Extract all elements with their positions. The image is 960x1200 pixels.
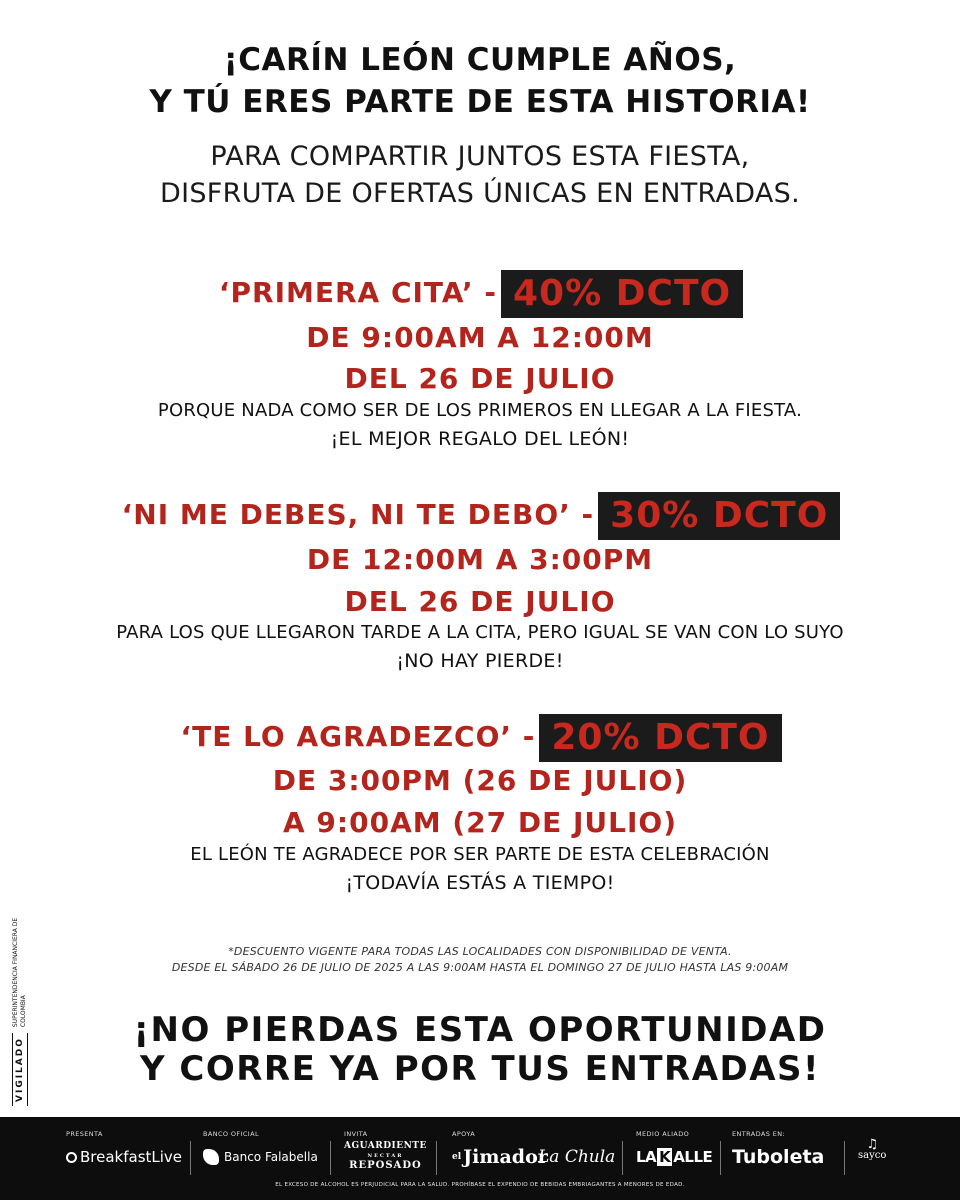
offer-name: ‘NI ME DEBES, NI TE DEBO’ - <box>121 498 595 531</box>
sponsor-caption: MEDIO ALIADO <box>636 1130 690 1138</box>
offer-tagline: ¡NO HAY PIERDE! <box>396 650 564 672</box>
offer-primera-cita <box>0 272 960 316</box>
jimador-text: Jimador <box>463 1146 548 1168</box>
sayco-logo <box>858 1139 886 1179</box>
vigilado-label <box>4 906 36 1106</box>
footer-divider <box>844 1141 845 1175</box>
breakfastlive-ring-icon <box>66 1152 77 1163</box>
la-chula-text: La Chula <box>538 1147 616 1167</box>
lakalle-text-2: K <box>659 1148 671 1166</box>
offer-name: ‘TE LO AGRADEZCO’ - <box>180 720 536 753</box>
headline-line-2: Y TÚ ERES PARTE DE ESTA HISTORIA! <box>149 84 811 120</box>
aguardiente-text: AGUARDIENTE <box>344 1141 427 1151</box>
offer-time: DE 3:00PM (26 DE JULIO) <box>272 764 688 797</box>
breakfastlive-text: BreakfastLive <box>80 1148 183 1166</box>
breakfastlive-logo <box>66 1145 182 1169</box>
tuboleta-text: Tuboleta <box>732 1146 825 1168</box>
footer-divider <box>720 1141 721 1175</box>
lakalle-text-3: ALLE <box>673 1148 713 1166</box>
headline-line-1: ¡CARÍN LEÓN CUMPLE AÑOS, <box>223 42 737 78</box>
offer-ni-me-debes <box>0 494 960 538</box>
offer-time: DE 9:00AM A 12:00M <box>306 321 654 354</box>
la-kalle-logo <box>636 1145 712 1169</box>
vigilado-entity: SUPERINTENDENCIA FINANCIERA DE COLOMBIA <box>12 917 27 1028</box>
subheadline-line-2: DISFRUTA DE OFERTAS ÚNICAS EN ENTRADAS. <box>160 178 800 209</box>
el-jimador-logo <box>452 1145 548 1169</box>
subheadline-line-1: PARA COMPARTIR JUNTOS ESTA FIESTA, <box>210 141 750 172</box>
offer-description: EL LEÓN TE AGRADECE POR SER PARTE DE ESTA CELEBRACIÓN <box>190 844 770 865</box>
offer-date: A 9:00AM (27 DE JULIO) <box>283 806 677 839</box>
discount-badge: 20% DCTO <box>541 716 779 760</box>
sayco-text: sayco <box>858 1150 887 1161</box>
lakalle-text-1: LA <box>636 1148 657 1166</box>
falabella-mark-icon <box>203 1149 219 1165</box>
disclaimer-line-1: *DESCUENTO VIGENTE PARA TODAS LAS LOCALIDADES CON DISPONIBILIDAD DE VENTA. <box>228 945 732 958</box>
offer-tagline: ¡TODAVÍA ESTÁS A TIEMPO! <box>345 872 615 894</box>
offer-time: DE 12:00M A 3:00PM <box>306 543 654 576</box>
sponsor-caption: INVITA <box>344 1130 368 1138</box>
cta-line-1: ¡NO PIERDAS ESTA OPORTUNIDAD <box>133 1010 827 1050</box>
aguardiente-reposado-logo <box>344 1141 427 1173</box>
footer-divider <box>190 1141 191 1175</box>
nectar-text: NECTAR <box>367 1153 404 1159</box>
footer-divider <box>330 1141 331 1175</box>
footer-divider <box>622 1141 623 1175</box>
jimador-prefix: el <box>452 1152 462 1162</box>
offer-tagline: ¡EL MEJOR REGALO DEL LEÓN! <box>330 428 630 450</box>
offer-description: PORQUE NADA COMO SER DE LOS PRIMEROS EN LLEGAR A LA FIESTA. <box>157 400 803 421</box>
offer-name: ‘PRIMERA CITA’ - <box>218 276 497 309</box>
discount-badge: 30% DCTO <box>600 494 838 538</box>
sponsor-caption: BANCO OFICIAL <box>203 1130 259 1138</box>
footer-divider <box>436 1141 437 1175</box>
cta-line-2: Y CORRE YA POR TUS ENTRADAS! <box>139 1049 821 1089</box>
offer-te-lo-agradezco <box>0 716 960 760</box>
harp-icon: ♫ <box>866 1137 879 1152</box>
banco-falabella-text: Banco Falabella <box>224 1150 318 1164</box>
offer-date: DEL 26 DE JULIO <box>344 585 616 618</box>
vigilado-word: VIGILADO <box>12 1033 28 1106</box>
banco-falabella-logo <box>203 1145 318 1169</box>
disclaimer-line-2: DESDE EL SÁBADO 26 DE JULIO DE 2025 A LAS 9:00AM HASTA EL DOMINGO 27 DE JULIO HASTA LAS 9:00AM <box>171 961 789 974</box>
la-chula-logo <box>538 1145 615 1169</box>
offer-description: PARA LOS QUE LLEGARON TARDE A LA CITA, PERO IGUAL SE VAN CON LO SUYO <box>116 622 844 643</box>
reposado-text: REPOSADO <box>349 1160 422 1171</box>
sponsor-caption: PRESENTA <box>66 1130 103 1138</box>
sponsor-caption: APOYA <box>452 1130 476 1138</box>
sponsor-footer <box>0 1117 960 1200</box>
sponsor-caption: ENTRADAS EN: <box>732 1130 786 1138</box>
legal-notice: EL EXCESO DE ALCOHOL ES PERJUDICIAL PARA LA SALUD. PROHÍBASE EL EXPENDIO DE BEBIDAS EMBRIAGANTES A MENORES DE EDAD. <box>275 1182 685 1188</box>
tuboleta-logo <box>732 1145 824 1169</box>
offer-date: DEL 26 DE JULIO <box>344 362 616 395</box>
discount-badge: 40% DCTO <box>503 272 741 316</box>
